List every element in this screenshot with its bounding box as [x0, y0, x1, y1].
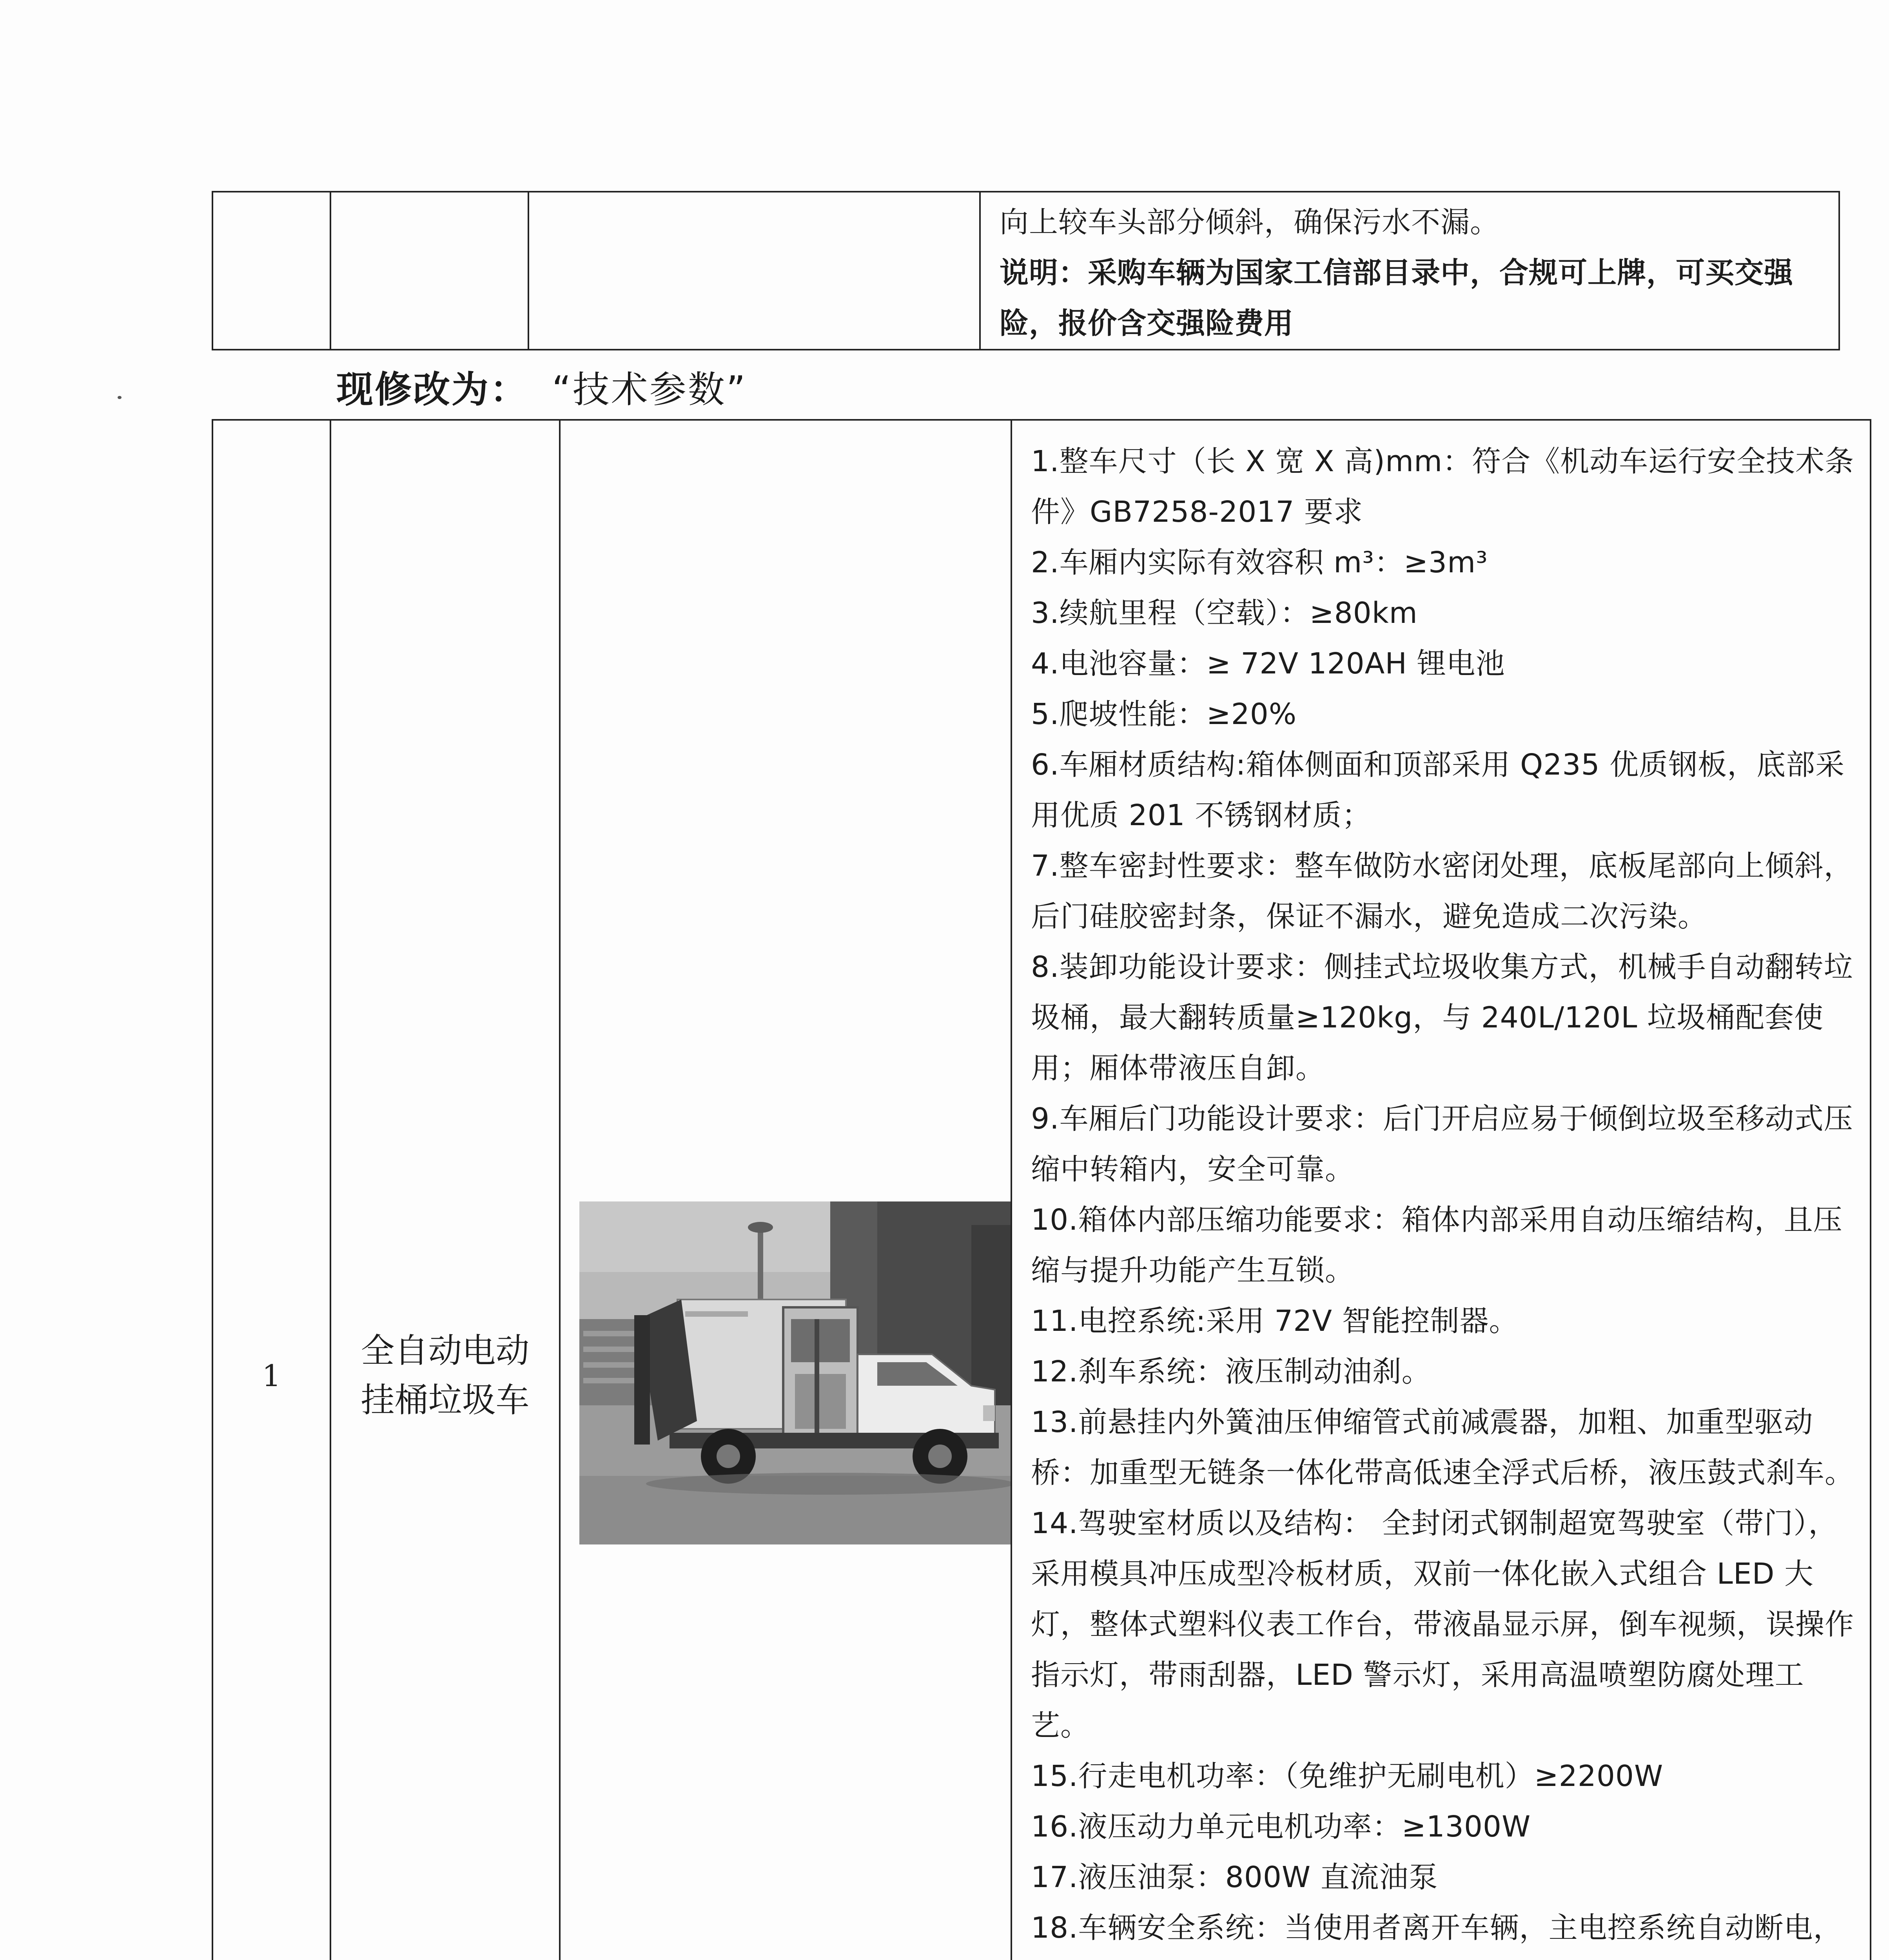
spec-line: 16.液压动力单元电机功率：≥1300W [1031, 1810, 1531, 1844]
continued-index-cell [212, 192, 330, 350]
item-index: 1 [212, 420, 330, 1960]
technical-parameters-table [212, 419, 1871, 1960]
scan-speck [118, 396, 122, 399]
spec-line: 13.前悬挂内外簧油压伸缩管式前减震器，加粗、加重型驱动桥：加重型无链条一体化带高低速全浮式后桥，液压鼓式刹车。 [1031, 1405, 1854, 1490]
modification-label: 现修改为： [336, 368, 529, 411]
spec-line: 12.刹车系统：液压制动油刹。 [1031, 1355, 1431, 1388]
continued-note: 说明：采购车辆为国家工信部目录中，合规可上牌，可买交强险，报价含交强险费用 [1000, 256, 1793, 340]
spec-line: 8.装卸功能设计要求：侧挂式垃圾收集方式，机械手自动翻转垃圾桶，最大翻转质量≥120kg，与 240L/120L 垃圾桶配套使用；厢体带液压自卸。 [1031, 950, 1853, 1085]
continued-spec-cell [980, 192, 1839, 350]
item-name: 全自动电动挂桶垃圾车 [330, 420, 560, 1960]
garbage-truck-photo [579, 1201, 1011, 1544]
continued-name-cell [330, 192, 528, 350]
spec-line: 2.车厢内实际有效容积 m³：≥3m³ [1031, 546, 1488, 579]
spec-line: 17.液压油泵：800W 直流油泵 [1031, 1860, 1438, 1894]
spec-line: 4.电池容量：≥ 72V 120AH 锂电池 [1031, 647, 1505, 681]
spec-line: 10.箱体内部压缩功能要求：箱体内部采用自动压缩结构，且压缩与提升功能产生互锁。 [1031, 1203, 1843, 1287]
spec-line: 5.爬坡性能：≥20% [1031, 697, 1297, 731]
continued-spec-line: 向上较车头部分倾斜，确保污水不漏。 [1000, 205, 1499, 239]
spec-list [1012, 421, 1870, 1960]
continued-spec-table [212, 191, 1840, 350]
spec-line: 15.行走电机功率：（免维护无刷电机）≥2200W [1031, 1759, 1664, 1793]
spec-line: 14.驾驶室材质以及结构： 全封闭式钢制超宽驾驶室（带门），采用模具冲压成型冷板材质，双前一体化嵌入式组合 LED 大灯，整体式塑料仪表工作台，带液晶显示屏，倒车视频，误操作指示灯，带雨刮器，LED 警示灯，采用高温喷塑防腐处理工艺。 [1031, 1506, 1854, 1742]
table-row [212, 420, 1871, 1960]
spec-line: 11.电控系统:采用 72V 智能控制器。 [1031, 1304, 1519, 1338]
continued-image-cell [528, 192, 980, 350]
spec-cell [1011, 420, 1871, 1960]
spec-line: 7.整车密封性要求：整车做防水密闭处理，底板尾部向上倾斜，后门硅胶密封条，保证不漏水，避免造成二次污染。 [1031, 849, 1853, 933]
spec-line: 9.车厢后门功能设计要求：后门开启应易于倾倒垃圾至移动式压缩中转箱内，安全可靠。 [1031, 1102, 1853, 1186]
item-image-cell [560, 420, 1011, 1960]
modification-heading [336, 360, 747, 413]
modification-quoted-title: “技术参数” [552, 368, 747, 411]
spec-line: 6.车厢材质结构:箱体侧面和顶部采用 Q235 优质钢板，底部采用优质 201 不锈钢材质； [1031, 748, 1845, 832]
spec-line: 18.车辆安全系统：当使用者离开车辆，主电控系统自动断电， [1031, 1911, 1843, 1945]
spec-line: 3.续航里程（空载）：≥80km [1031, 596, 1418, 630]
spec-line: 1.整车尺寸（长 X 宽 X 高)mm：符合《机动车运行安全技术条件》GB7258-2017 要求 [1031, 445, 1855, 529]
